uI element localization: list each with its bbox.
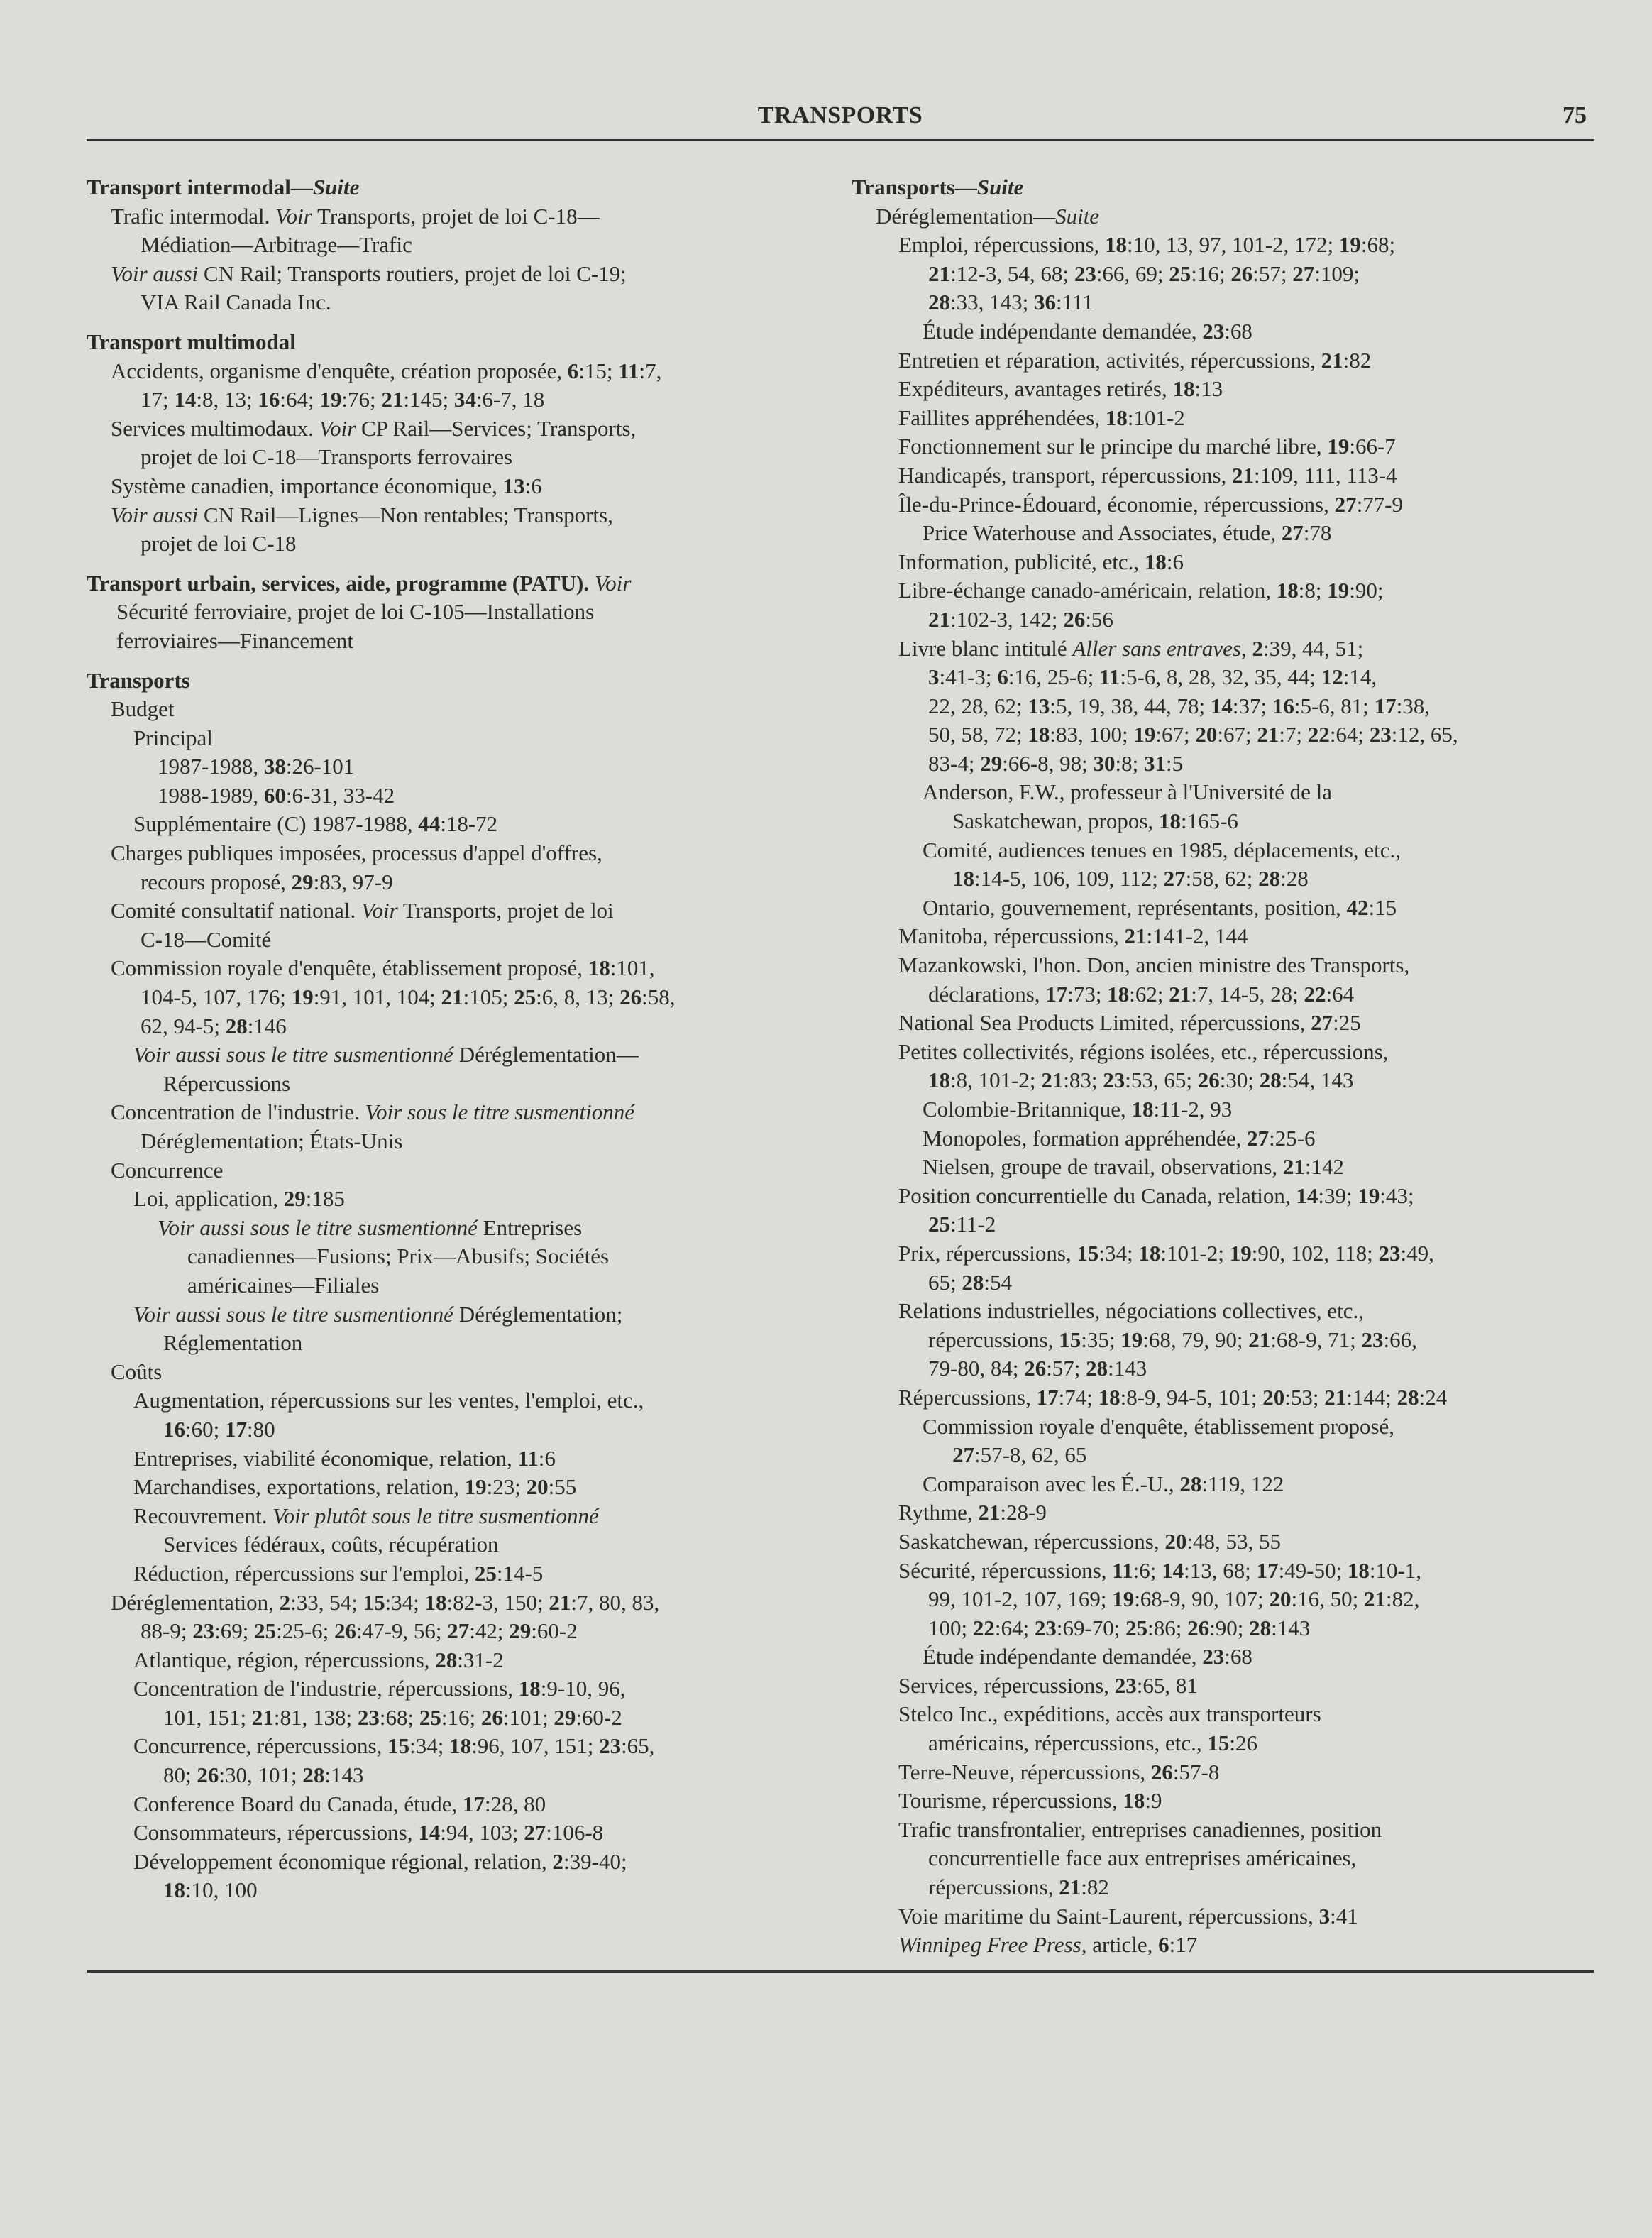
index-entry [87, 1444, 768, 1474]
entry-continuation-line: 79-80, 84; 26:57; 28:143 [928, 1356, 1147, 1381]
entry-line: Voir aussi sous le titre susmentionné Déréglementation; [133, 1301, 623, 1327]
entry-line: Ontario, gouvernement, représentants, position, 42:15 [923, 894, 1397, 920]
index-entry [852, 1672, 1575, 1701]
index-entry [87, 896, 768, 954]
index-entry [87, 1185, 768, 1214]
index-entry [852, 778, 1575, 835]
index-entry [87, 328, 768, 357]
entry-line: Prix, répercussions, 15:34; 18:101-2; 19:90, 102, 118; 23:49, [898, 1240, 1434, 1266]
index-entry [852, 576, 1575, 634]
entry-line: Emploi, répercussions, 18:10, 13, 97, 101-2, 172; 19:68; [898, 232, 1396, 258]
index-entry [87, 1041, 768, 1098]
entry-line: Winnipeg Free Press, article, 6:17 [898, 1932, 1198, 1958]
entry-line: Répercussions, 17:74; 18:8-9, 94-5, 101; 20:53; 21:144; 28:24 [898, 1384, 1448, 1410]
index-entry [87, 1502, 768, 1559]
entry-line: Commission royale d'enquête, établissement proposé, 18:101, [111, 955, 655, 981]
entry-line: Petites collectivités, régions isolées, etc., répercussions, [898, 1038, 1389, 1064]
index-entry [852, 1413, 1575, 1470]
index-entry [87, 1646, 768, 1675]
index-entry [87, 569, 768, 656]
entry-continuation-line: 101, 151; 21:81, 138; 23:68; 25:16; 26:101; 29:60-2 [163, 1704, 622, 1730]
entry-line: Augmentation, répercussions sur les ventes, l'emploi, etc., [133, 1388, 644, 1413]
entry-line: Transport intermodal—Suite [87, 175, 360, 199]
index-entry [852, 1758, 1575, 1787]
entry-continuation-line: concurrentielle face aux entreprises américaines, [928, 1845, 1357, 1871]
entry-line: Commission royale d'enquête, établissement proposé, [923, 1413, 1395, 1439]
index-entry [852, 1787, 1575, 1816]
entry-line: Tourisme, répercussions, 18:9 [898, 1788, 1162, 1814]
entry-line: National Sea Products Limited, répercussions, 27:25 [898, 1010, 1361, 1036]
entry-line: Étude indépendante demandée, 23:68 [923, 318, 1252, 344]
index-entry [87, 1559, 768, 1589]
index-entry [852, 375, 1575, 404]
entry-continuation-line: projet de loi C-18 [141, 531, 297, 556]
entry-continuation-line: 99, 101-2, 107, 169; 19:68-9, 90, 107; 20:16, 50; 21:82, [928, 1586, 1420, 1612]
entry-line: Comité, audiences tenues en 1985, déplacements, etc., [923, 837, 1402, 862]
entry-continuation-line: 25:11-2 [928, 1212, 996, 1237]
index-entry [87, 1214, 768, 1300]
entry-continuation-line: 21:102-3, 142; 26:56 [928, 606, 1113, 632]
entry-continuation-line: VIA Rail Canada Inc. [141, 290, 331, 315]
entry-continuation-line: 21:12-3, 54, 68; 23:66, 69; 25:16; 26:57; 27:109; [928, 260, 1360, 286]
entry-continuation-line: 80; 26:30, 101; 28:143 [163, 1762, 364, 1788]
entry-continuation-line: Déréglementation; États-Unis [141, 1129, 403, 1153]
entry-continuation-line: 62, 94-5; 28:146 [141, 1013, 287, 1038]
index-entry [87, 1156, 768, 1185]
index-entry [852, 1383, 1575, 1413]
index-entry [852, 1038, 1575, 1095]
entry-line: Réduction, répercussions sur l'emploi, 25:14-5 [133, 1560, 544, 1586]
index-entry [852, 894, 1575, 923]
index-entry [852, 951, 1575, 1009]
entry-line: Colombie-Britannique, 18:11-2, 93 [923, 1097, 1233, 1121]
index-entry [852, 1297, 1575, 1383]
index-entry [852, 1009, 1575, 1038]
index-entry [87, 1848, 768, 1905]
entry-line: Loi, application, 29:185 [133, 1186, 345, 1212]
index-entry [87, 1674, 768, 1732]
entry-continuation-line: Médiation—Arbitrage—Trafic [141, 232, 412, 258]
entry-line: Manitoba, répercussions, 21:141-2, 144 [898, 923, 1248, 949]
entry-line: Concurrence, répercussions, 15:34; 18:96, 107, 151; 23:65, [133, 1733, 655, 1759]
index-entry [87, 202, 768, 260]
index-entry [852, 173, 1575, 202]
entry-line: Anderson, F.W., professeur à l'Université de la [923, 779, 1333, 805]
entry-continuation-line: Sécurité ferroviaire, projet de loi C-105—Installations [116, 599, 595, 625]
entry-line: Recouvrement. Voir plutôt sous le titre susmentionné [133, 1503, 599, 1528]
entry-line: Comité consultatif national. Voir Transports, projet de loi [111, 898, 614, 923]
entry-continuation-line: 27:57-8, 62, 65 [952, 1442, 1087, 1468]
index-entry [87, 781, 768, 811]
entry-line: Atlantique, région, répercussions, 28:31-2 [133, 1647, 504, 1672]
index-entry [87, 1732, 768, 1789]
entry-line: Concurrence [111, 1157, 224, 1183]
index-entry [852, 1557, 1575, 1643]
entry-line: Monopoles, formation appréhendée, 27:25-6 [923, 1125, 1316, 1151]
left-column [87, 173, 768, 1905]
entry-line: Marchandises, exportations, relation, 19:23; 20:55 [133, 1474, 577, 1500]
entry-line: Trafic intermodal. Voir Transports, projet de loi C-18— [111, 203, 600, 229]
entry-line: Supplémentaire (C) 1987-1988, 44:18-72 [133, 811, 498, 837]
entry-continuation-line: 28:33, 143; 36:111 [928, 290, 1094, 315]
entry-line: Voir aussi sous le titre susmentionné Entreprises [158, 1214, 583, 1240]
entry-line: Transport multimodal [87, 329, 296, 354]
index-entry [852, 1095, 1575, 1124]
index-entry [852, 461, 1575, 490]
index-entry [852, 1124, 1575, 1153]
index-entry [852, 1902, 1575, 1931]
entry-line: Entretien et réparation, activités, répercussions, 21:82 [898, 347, 1372, 373]
entry-line: Déréglementation—Suite [876, 203, 1100, 229]
page-number: 75 [1563, 102, 1587, 128]
index-entry [87, 954, 768, 1041]
entry-line: Voir aussi CN Rail; Transports routiers, projet de loi C-19; [111, 260, 627, 286]
entry-continuation-line: 18:10, 100 [163, 1877, 258, 1903]
index-entry [87, 357, 768, 415]
entry-line: Position concurrentielle du Canada, relation, 14:39; 19:43; [898, 1183, 1414, 1208]
index-entry [852, 548, 1575, 577]
entry-line: Budget [111, 696, 175, 722]
entry-line: Voie maritime du Saint-Laurent, répercussions, 3:41 [898, 1903, 1358, 1929]
index-entry [87, 173, 768, 202]
entry-line: Mazankowski, l'hon. Don, ancien ministre des Transports, [898, 953, 1410, 978]
index-entry [852, 922, 1575, 951]
index-entry [852, 836, 1575, 894]
index-entry [852, 1700, 1575, 1757]
entry-continuation-line: projet de loi C-18—Transports ferrovaires [141, 444, 513, 470]
entry-continuation-line: répercussions, 21:82 [928, 1875, 1109, 1900]
index-entry [852, 1498, 1575, 1527]
entry-line: Stelco Inc., expéditions, accès aux transporteurs [898, 1701, 1321, 1727]
entry-line: Sécurité, répercussions, 11:6; 14:13, 68; 17:49-50; 18:10-1, [898, 1557, 1422, 1583]
entry-line: Étude indépendante demandée, 23:68 [923, 1644, 1252, 1669]
entry-line: Principal [133, 725, 213, 750]
index-entry [852, 1931, 1575, 1960]
entry-line: Développement économique régional, relation, 2:39-40; [133, 1848, 627, 1874]
index-entry [87, 810, 768, 839]
entry-line: Système canadien, importance économique, 13:6 [111, 473, 542, 498]
index-entry [852, 1153, 1575, 1182]
entry-line: 1987-1988, 38:26-101 [158, 754, 355, 779]
index-entry [87, 695, 768, 724]
entry-line: Entreprises, viabilité économique, relation, 11:6 [133, 1445, 556, 1471]
entry-line: Livre blanc intitulé Aller sans entraves, 2:39, 44, 51; [898, 635, 1364, 661]
index-entry [852, 1527, 1575, 1557]
header-rule [87, 139, 1594, 141]
entry-line: Fonctionnement sur le principe du marché libre, 19:66-7 [898, 434, 1396, 459]
index-entry [87, 472, 768, 501]
right-column [852, 173, 1575, 1960]
entry-continuation-line: 50, 58, 72; 18:83, 100; 19:67; 20:67; 21:7; 22:64; 23:12, 65, [928, 722, 1458, 747]
index-entry [852, 1642, 1575, 1672]
entry-line: Services multimodaux. Voir CP Rail—Services; Transports, [111, 415, 637, 441]
index-entry [87, 667, 768, 696]
entry-line: Expéditeurs, avantages retirés, 18:13 [898, 376, 1223, 402]
index-entry [87, 260, 768, 317]
entry-continuation-line: Réglementation [163, 1330, 303, 1356]
index-entry [852, 432, 1575, 461]
running-head [87, 99, 1594, 135]
entry-line: Déréglementation, 2:33, 54; 15:34; 18:82-3, 150; 21:7, 80, 83, [111, 1589, 660, 1615]
index-entry [852, 231, 1575, 317]
entry-line: Libre-échange canado-américain, relation, 18:8; 19:90; [898, 578, 1384, 603]
entry-line: Consommateurs, répercussions, 14:94, 103; 27:106-8 [133, 1820, 604, 1845]
index-entry [87, 1386, 768, 1444]
index-entry [87, 752, 768, 781]
entry-continuation-line: canadiennes—Fusions; Prix—Abusifs; Sociétés [187, 1244, 610, 1269]
entry-line: Coûts [111, 1359, 163, 1384]
entry-line: Transports—Suite [852, 175, 1024, 199]
index-entry [852, 635, 1575, 779]
index-entry [87, 1358, 768, 1387]
entry-line: Accidents, organisme d'enquête, création proposée, 6:15; 11:7, [111, 358, 662, 383]
entry-continuation-line: 3:41-3; 6:16, 25-6; 11:5-6, 8, 28, 32, 35, 44; 12:14, [928, 664, 1377, 690]
entry-continuation-line: 83-4; 29:66-8, 98; 30:8; 31:5 [928, 750, 1184, 776]
entry-line: Relations industrielles, négociations collectives, etc., [898, 1298, 1364, 1324]
entry-line: Handicapés, transport, répercussions, 21:109, 111, 113-4 [898, 462, 1397, 488]
entry-line: Voir aussi CN Rail—Lignes—Non rentables; Transports, [111, 502, 613, 527]
entry-line: Concentration de l'industrie. Voir sous le titre susmentionné [111, 1099, 635, 1125]
index-entry [852, 346, 1575, 375]
index-entry [852, 490, 1575, 520]
entry-continuation-line: déclarations, 17:73; 18:62; 21:7, 14-5, 28; 22:64 [928, 981, 1355, 1006]
entry-continuation-line: Répercussions [163, 1070, 291, 1096]
index-entry [87, 1300, 768, 1358]
entry-line: Charges publiques imposées, processus d'appel d'offres, [111, 840, 602, 866]
entry-continuation-line: américaines—Filiales [187, 1272, 380, 1298]
index-entry [852, 1470, 1575, 1499]
index-entry [852, 202, 1575, 231]
entry-continuation-line: 88-9; 23:69; 25:25-6; 26:47-9, 56; 27:42; 29:60-2 [141, 1618, 578, 1644]
entry-continuation-line: américains, répercussions, etc., 15:26 [928, 1730, 1257, 1756]
entry-line: Voir aussi sous le titre susmentionné Déréglementation— [133, 1042, 639, 1068]
index-entry [87, 1473, 768, 1502]
entry-continuation-line: 65; 28:54 [928, 1269, 1012, 1295]
index-entry [852, 1239, 1575, 1297]
entry-line: Faillites appréhendées, 18:101-2 [898, 405, 1185, 430]
entry-line: Concentration de l'industrie, répercussions, 18:9-10, 96, [133, 1676, 626, 1701]
index-entry [852, 404, 1575, 433]
index-entry [87, 501, 768, 559]
footer-rule [87, 1970, 1594, 1973]
entry-line: Nielsen, groupe de travail, observations, 21:142 [923, 1154, 1345, 1180]
index-entry [87, 1589, 768, 1646]
entry-line: Conference Board du Canada, étude, 17:28, 80 [133, 1791, 546, 1816]
index-entry [87, 1819, 768, 1848]
entry-line: Île-du-Prince-Édouard, économie, répercussions, 27:77-9 [898, 491, 1404, 517]
entry-line: Transport urbain, services, aide, programme (PATU). Voir [87, 570, 632, 596]
entry-line: Saskatchewan, répercussions, 20:48, 53, 55 [898, 1528, 1281, 1554]
entry-continuation-line: 104-5, 107, 176; 19:91, 101, 104; 21:105; 25:6, 8, 13; 26:58, [141, 984, 676, 1010]
index-entry [852, 1182, 1575, 1239]
index-entry [87, 724, 768, 753]
entry-continuation-line: Saskatchewan, propos, 18:165-6 [952, 808, 1238, 834]
page-title: TRANSPORTS [757, 102, 923, 128]
entry-continuation-line: 18:8, 101-2; 21:83; 23:53, 65; 26:30; 28:54, 143 [928, 1068, 1354, 1093]
entry-continuation-line: 18:14-5, 106, 109, 112; 27:58, 62; 28:28 [952, 866, 1309, 892]
entry-line: Price Waterhouse and Associates, étude, 27:78 [923, 520, 1332, 546]
index-entry [87, 1098, 768, 1156]
entry-line: Terre-Neuve, répercussions, 26:57-8 [898, 1759, 1220, 1784]
entry-continuation-line: 17; 14:8, 13; 16:64; 19:76; 21:145; 34:6-7, 18 [141, 387, 545, 412]
entry-continuation-line: C-18—Comité [141, 926, 272, 952]
entry-continuation-line: 100; 22:64; 23:69-70; 25:86; 26:90; 28:143 [928, 1615, 1311, 1640]
entry-line: Rythme, 21:28-9 [898, 1500, 1047, 1525]
entry-line: Transports [87, 667, 190, 693]
entry-line: Comparaison avec les É.-U., 28:119, 122 [923, 1471, 1284, 1496]
entry-continuation-line: 22, 28, 62; 13:5, 19, 38, 44, 78; 14:37; 16:5-6, 81; 17:38, [928, 693, 1431, 718]
entry-continuation-line: recours proposé, 29:83, 97-9 [141, 869, 393, 894]
index-entry [87, 1790, 768, 1819]
entry-line: Trafic transfrontalier, entreprises canadiennes, position [898, 1816, 1382, 1842]
index-entry [87, 839, 768, 896]
entry-line: Information, publicité, etc., 18:6 [898, 549, 1184, 574]
index-entry [852, 1816, 1575, 1902]
entry-continuation-line: répercussions, 15:35; 19:68, 79, 90; 21:68-9, 71; 23:66, [928, 1327, 1417, 1352]
entry-continuation-line: ferroviaires—Financement [116, 627, 353, 653]
entry-line: Services, répercussions, 23:65, 81 [898, 1672, 1198, 1698]
index-entry [87, 415, 768, 472]
index-entry [852, 519, 1575, 548]
index-entry [852, 317, 1575, 346]
entry-continuation-line: 16:60; 17:80 [163, 1416, 275, 1442]
entry-line: 1988-1989, 60:6-31, 33-42 [158, 782, 395, 808]
entry-continuation-line: Services fédéraux, coûts, récupération [163, 1532, 499, 1557]
